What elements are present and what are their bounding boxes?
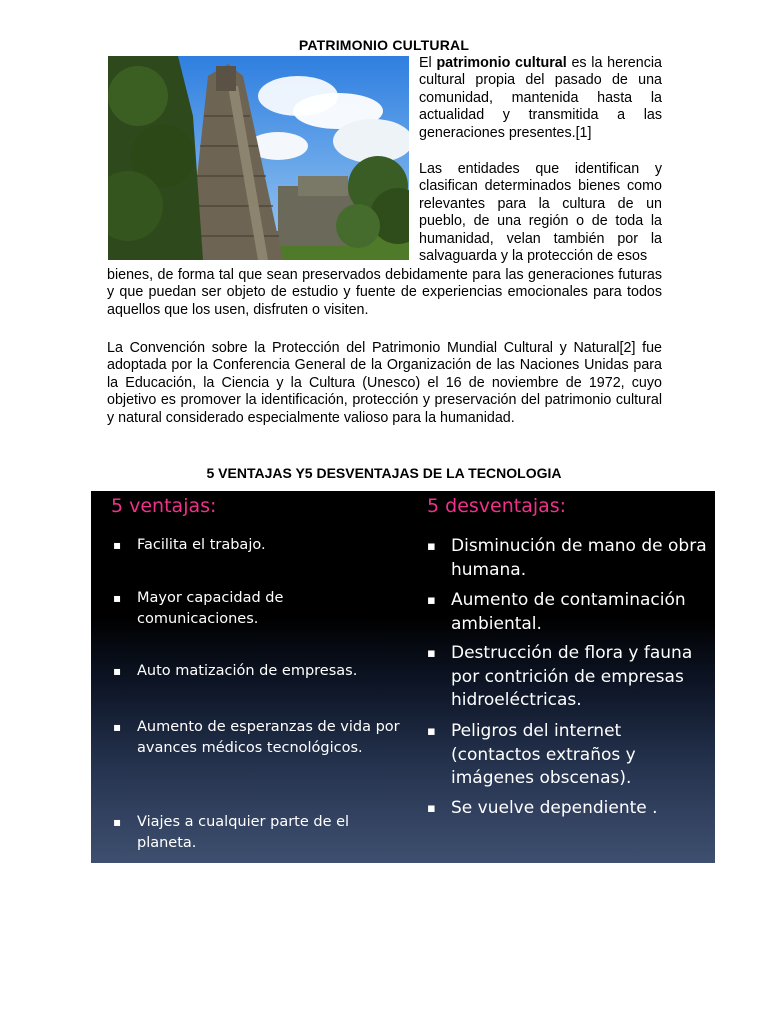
list-item [111,812,401,854]
section-subtitle: 5 VENTAJAS Y5 DESVENTAJAS DE LA TECNOLOGIA [206,465,562,481]
desventaja-text: Aumento de contaminación ambiental. [451,590,686,634]
bullet-icon: ▪ [427,801,436,816]
ventaja-text: Aumento de esperanzas de vida por avances médicos tecnológicos. [137,719,400,756]
list-item [111,588,401,630]
convention-paragraph: La Convención sobre la Protección del Patrimonio Mundial Cultural y Natural[2] fue adoptada por la Conferencia General de la Organización de las Naciones Unidas para la Educación, la Ciencia y la Cultura (Unesco) el 16 de noviembre de 1972, cuyo objetivo es promover la identificación, protección y preservación del patrimonio cultural y natural considerado especialmente valioso para la humanidad. [107,340,662,426]
list-item [425,589,713,636]
bullet-icon: ▪ [113,664,122,678]
list-item [425,535,713,582]
bullet-icon: ▪ [113,720,122,734]
ventajas-heading: 5 ventajas: [111,495,217,517]
desventaja-text: Disminución de mano de obra humana. [451,536,707,580]
bullet-icon: ▪ [113,538,122,552]
desventajas-heading: 5 desventajas: [427,495,567,517]
list-item [111,717,401,759]
entities-paragraph-part2: bienes, de forma tal que sean preservados debidamente para las generaciones futuras y que puedan ser objeto de estudio y fuente de experiencias emocionales para todos aquellos que los usen, disfruten o visiten. [107,267,662,318]
bullet-icon: ▪ [427,593,436,608]
list-item [425,797,713,821]
list-item [111,661,401,682]
advantages-disadvantages-slide [91,491,715,863]
desventaja-text: Se vuelve dependiente . [451,798,658,818]
bullet-icon: ▪ [427,724,436,739]
temple-photo [108,56,409,260]
intro-pre: El [419,55,437,71]
list-item [111,535,401,556]
intro-post: es la herencia cultural propia del pasado de una comunidad, mantenida hasta la actualidad y transmitida a las generaciones presentes.[1] [419,55,662,141]
ventaja-text: Auto matización de empresas. [137,663,358,679]
ventaja-text: Facilita el trabajo. [137,537,266,553]
bullet-icon: ▪ [427,539,436,554]
desventaja-text: Peligros del internet (contactos extraños y imágenes obscenas). [451,721,636,788]
page-title: PATRIMONIO CULTURAL [298,37,470,53]
intro-paragraph [419,55,662,142]
ventaja-text: Viajes a cualquier parte de el planeta. [137,814,350,851]
desventaja-text: Destrucción de flora y fauna por contrición de empresas hidroeléctricas. [451,643,693,710]
list-item [425,720,713,791]
bullet-icon: ▪ [113,591,122,605]
bullet-icon: ▪ [113,815,122,829]
intro-bold-term: patrimonio cultural [436,55,567,71]
entities-paragraph-part1: Las entidades que identifican y clasifican determinados bienes como relevantes para la cultura de un pueblo, de una región o de toda la humanidad, velan también por la salvaguarda y la protección de esos [419,161,662,265]
bullet-icon: ▪ [427,646,436,661]
ventaja-text: Mayor capacidad de comunicaciones. [137,590,284,627]
list-item [425,642,713,713]
